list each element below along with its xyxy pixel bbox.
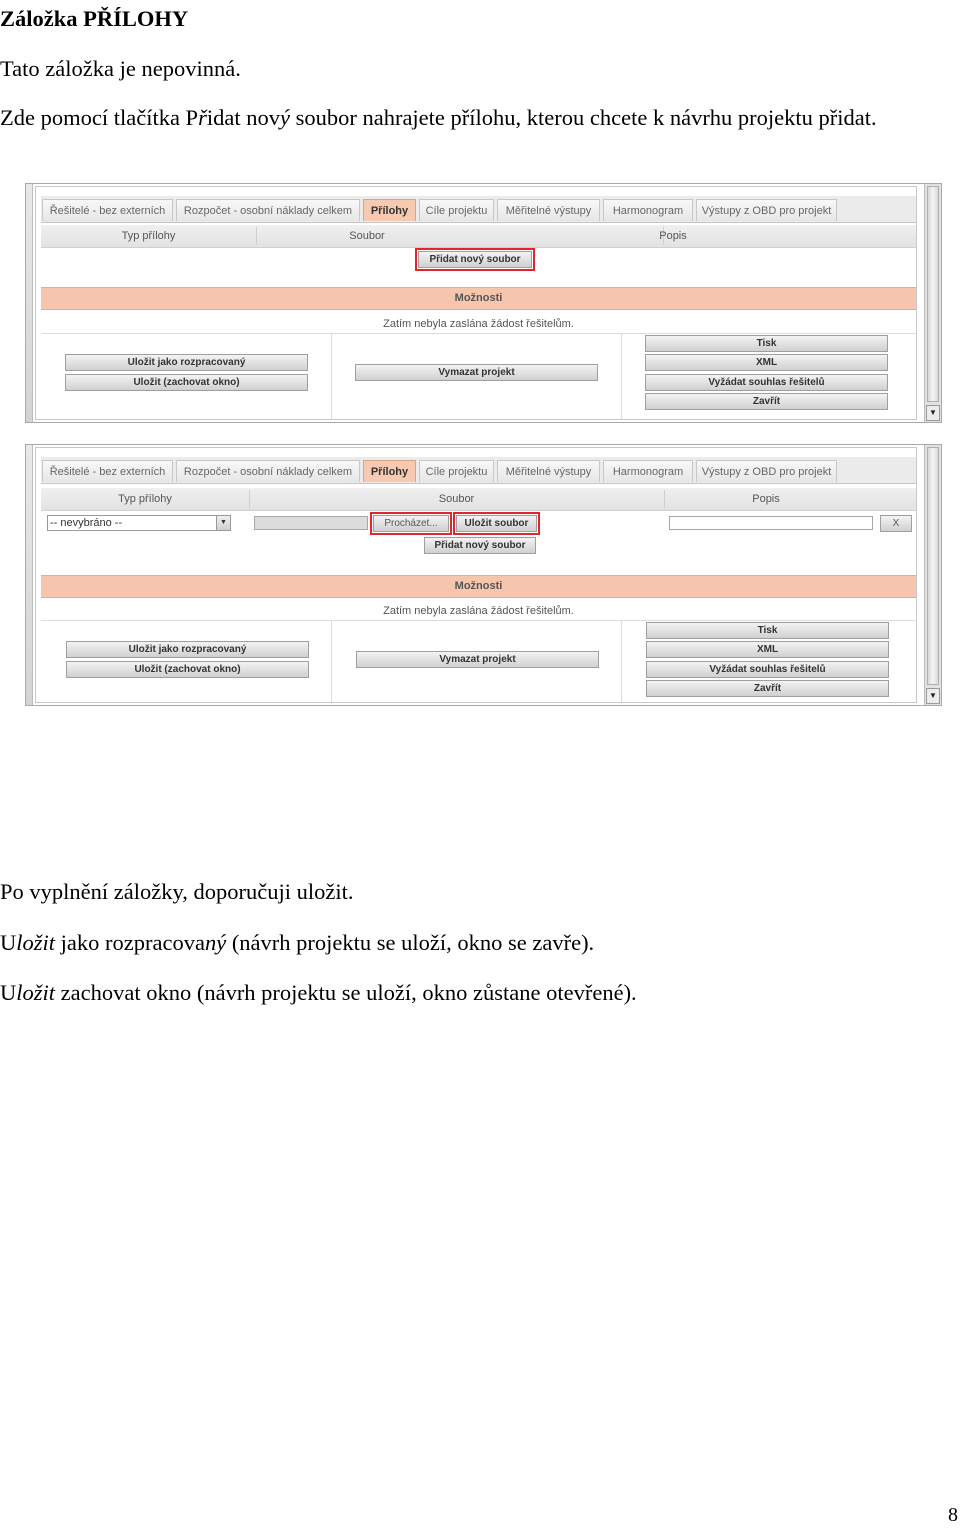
print-button[interactable]: Tisk	[645, 335, 888, 352]
browse-button[interactable]: Procházet...	[373, 515, 449, 532]
vertical-scrollbar[interactable]	[924, 184, 941, 422]
attachments-column-header	[41, 225, 916, 248]
tab-project-goals[interactable]: Cíle projektu	[419, 199, 494, 221]
add-file-button[interactable]: Přidat nový soubor	[424, 537, 536, 554]
column-file: Soubor	[349, 230, 385, 242]
tab-attachments[interactable]: Přílohy	[363, 199, 416, 221]
close-button[interactable]: Zavřít	[646, 680, 889, 697]
scroll-down-arrow-icon[interactable]: ▼	[926, 405, 940, 421]
save-draft-u: U	[0, 930, 17, 955]
column-type: Typ přílohy	[121, 230, 176, 242]
delete-project-button[interactable]: Vymazat projekt	[355, 364, 598, 381]
tab-attachments[interactable]: Přílohy	[363, 460, 416, 482]
tab-strip	[41, 196, 916, 223]
page-heading: Záložka PŘÍLOHY	[0, 6, 189, 31]
save-draft-text-2: (návrh projektu se uloží, okno se zavře).	[226, 930, 595, 955]
save-draft-explanation	[0, 930, 594, 956]
delete-project-button[interactable]: Vymazat projekt	[356, 651, 599, 668]
scroll-down-arrow-icon[interactable]: ▼	[926, 688, 940, 704]
intro-text: Tato záložka je nepovinná.	[0, 56, 241, 81]
scrollbar-thumb[interactable]	[927, 447, 939, 685]
instruction-italic-2: ý	[279, 105, 290, 130]
tab-obd-outputs[interactable]: Výstupy z OBD pro projekt	[696, 460, 837, 482]
instruction-paragraph	[0, 102, 935, 134]
remove-row-button[interactable]: X	[880, 515, 912, 532]
instruction-text-1: Zde pomocí tlačítka P	[0, 105, 199, 130]
attachment-type-select[interactable]	[47, 515, 231, 531]
page-number: 8	[948, 1504, 958, 1526]
tab-schedule[interactable]: Harmonogram	[603, 199, 693, 221]
save-draft-italic-1: ložit	[16, 930, 56, 955]
options-header: Možnosti	[41, 575, 916, 598]
scrollbar-thumb[interactable]	[927, 186, 939, 402]
screenshot-attachments-empty	[25, 183, 942, 423]
vertical-scrollbar[interactable]	[924, 445, 941, 705]
column-description: Popis	[659, 230, 687, 242]
save-draft-italic-2: ný	[204, 930, 227, 955]
save-keep-window-button[interactable]: Uložit (zachovat okno)	[65, 374, 308, 391]
save-draft-text-1: jako rozpracova	[55, 930, 205, 955]
tab-measurable-outputs[interactable]: Měřitelné výstupy	[497, 460, 600, 482]
instruction-text-3: soubor nahrajete přílohu, kterou chcete k návrhu projektu přidat.	[289, 105, 877, 130]
save-keep-italic: ložit	[16, 980, 56, 1005]
window-left-border	[26, 184, 33, 422]
xml-button[interactable]: XML	[646, 641, 889, 658]
save-keep-explanation	[0, 980, 637, 1006]
save-draft-button[interactable]: Uložit jako rozpracovaný	[65, 354, 308, 371]
tab-budget[interactable]: Rozpočet - osobní náklady celkem	[176, 199, 360, 221]
tab-schedule[interactable]: Harmonogram	[603, 460, 693, 482]
close-button[interactable]: Zavřít	[645, 393, 888, 410]
chevron-down-icon[interactable]: ▼	[216, 516, 230, 530]
request-consent-button[interactable]: Vyžádat souhlas řešitelů	[646, 661, 889, 678]
form-area	[35, 186, 917, 420]
print-button[interactable]: Tisk	[646, 622, 889, 639]
column-file: Soubor	[438, 493, 475, 505]
save-keep-u: U	[0, 980, 17, 1005]
attachment-type-value: -- nevybráno --	[50, 517, 123, 529]
tab-budget[interactable]: Rozpočet - osobní náklady celkem	[176, 460, 360, 482]
save-advice-text: Po vyplnění záložky, doporučuji uložit.	[0, 879, 354, 904]
form-area	[35, 447, 917, 703]
tab-researchers[interactable]: Řešitelé - bez externích	[42, 460, 173, 482]
save-keep-window-button[interactable]: Uložit (zachovat okno)	[66, 661, 309, 678]
save-keep-text: zachovat okno (návrh projektu se uloží, okno zůstane otevřené).	[55, 980, 637, 1005]
instruction-text-2: idat nov	[206, 105, 280, 130]
screenshot-attachments-upload	[25, 444, 942, 706]
upload-file-button[interactable]: Uložit soubor	[456, 515, 537, 532]
tab-project-goals[interactable]: Cíle projektu	[419, 460, 494, 482]
request-consent-button[interactable]: Vyžádat souhlas řešitelů	[645, 374, 888, 391]
tab-researchers[interactable]: Řešitelé - bez externích	[42, 199, 173, 221]
tab-measurable-outputs[interactable]: Měřitelné výstupy	[497, 199, 600, 221]
file-path-field[interactable]	[254, 516, 368, 530]
attachments-column-header	[41, 488, 916, 511]
description-input[interactable]	[669, 516, 873, 530]
tab-obd-outputs[interactable]: Výstupy z OBD pro projekt	[696, 199, 837, 221]
tab-strip	[41, 457, 916, 484]
save-draft-button[interactable]: Uložit jako rozpracovaný	[66, 641, 309, 658]
column-description: Popis	[752, 493, 780, 505]
column-type: Typ přílohy	[118, 493, 172, 505]
consent-notice: Zatím nebyla zaslána žádost řešitelům.	[383, 318, 574, 330]
options-header: Možnosti	[41, 287, 916, 310]
consent-notice: Zatím nebyla zaslána žádost řešitelům.	[383, 605, 574, 617]
instruction-italic-1: ř	[198, 105, 207, 130]
xml-button[interactable]: XML	[645, 354, 888, 371]
add-file-button[interactable]: Přidat nový soubor	[418, 251, 532, 268]
window-left-border	[26, 445, 33, 705]
